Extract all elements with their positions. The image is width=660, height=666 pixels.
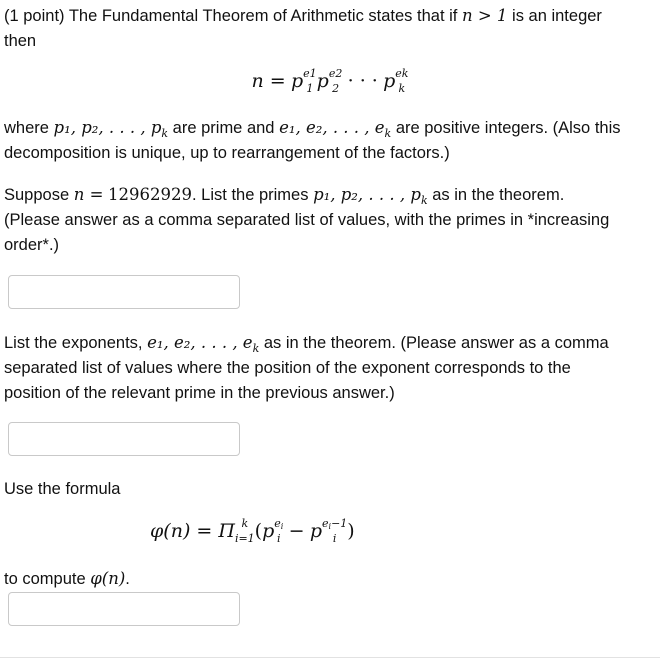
- compute-phi-label: to compute φ(n).: [4, 569, 130, 588]
- n-value: 12962929: [108, 185, 193, 204]
- suppose-paragraph: Suppose n = 12962929. List the primes p₁, p₂, . . . , $p_k$ as in the theorem. (Please answer as a comma separated list of values, with the primes in *increasing order*.): [4, 185, 610, 254]
- phi-answer-input[interactable]: [8, 592, 240, 626]
- points-label: (1 point): [4, 7, 65, 25]
- intro-condition: n > 1: [461, 6, 508, 25]
- intro-text: The Fundamental Theorem of Arithmetic states that if: [68, 7, 458, 25]
- use-formula-label: Use the formula: [4, 480, 121, 498]
- exponents-paragraph: List the exponents, e₁, e₂, . . . , $e_k$ as in the theorem. (Please answer as a comma separated list of values where the position of the exponent corresponds to the position of the relevant prime in the previous answer.): [4, 333, 609, 402]
- factorization-formula: n = p e1 1 p e2 2 · · · p ek k: [251, 67, 409, 95]
- bottom-divider: [0, 657, 660, 658]
- where-paragraph: where p₁, p₂, . . . , $p_k$ are prime and e₁, e₂, . . . , $e_k$ are positive integers. (Also this decomposition is unique, up to rearrangement of the factors.): [4, 118, 621, 162]
- phi-formula: φ(n) = Π k i=1 (p $e_i$ i − p $e_i-1$ i ): [150, 516, 355, 545]
- exponents-sequence: e₁, e₂, . . . , e: [279, 118, 385, 137]
- primes-answer-input[interactable]: [8, 275, 240, 309]
- intro-tail: is an integer: [512, 7, 602, 25]
- primes-sequence: p₁, p₂, . . . , p: [53, 118, 162, 137]
- exponents-answer-input[interactable]: [8, 422, 240, 456]
- intro-line2: then: [4, 32, 37, 50]
- problem-intro: [4, 3, 652, 54]
